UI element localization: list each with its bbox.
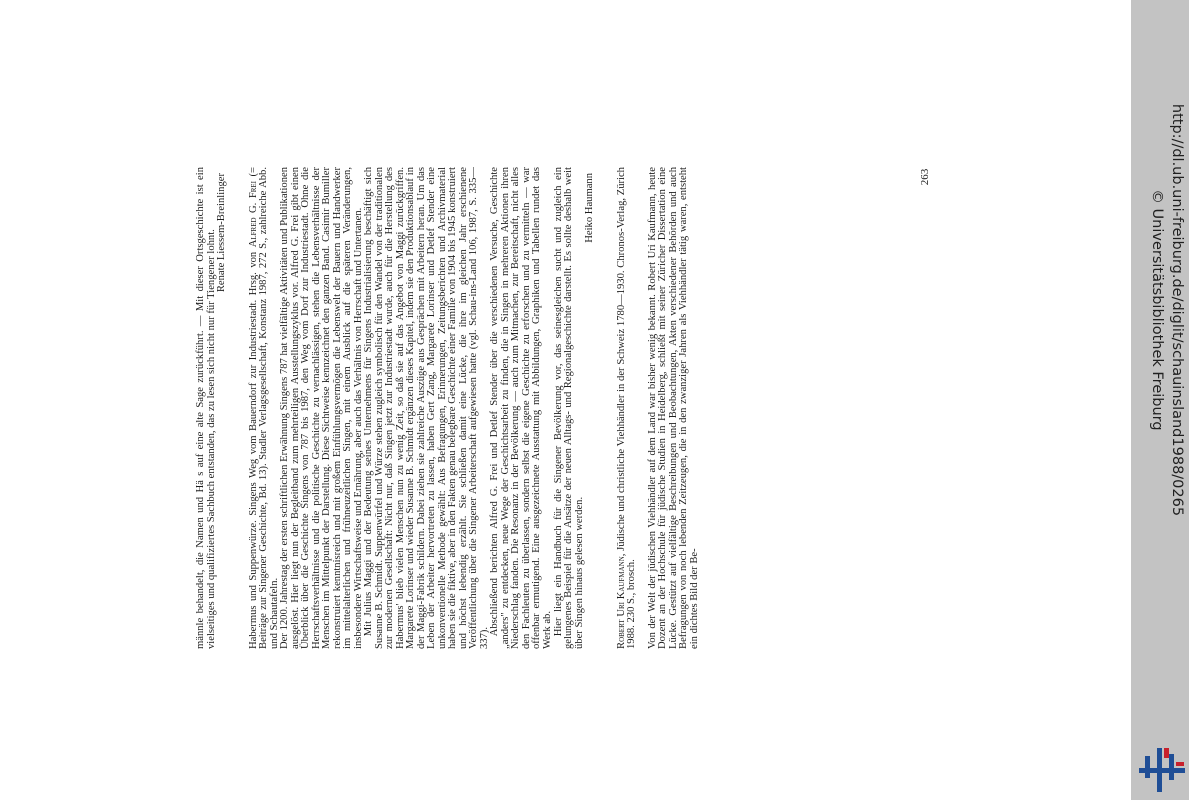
review-paragraph: Abschließend berichten Alfred G. Frei und Detlef Stender über die verschiedenen Versuche, Geschichte „anders" zu entdecken, neue Wege der Geschichtsarbeit zu finden, die in Singen in mehreren Aktionen ihren Niederschlag fanden. Die Resonanz in der Bevölkerung — auch zum Mitmachen, zur Bereitschaft, nicht alles den Fachleuten zu überlassen, sondern selbst die eigene Geschichte zu erforschen und zu vermitteln — war offenbar ermutigend. Eine ausgezeichnete Ausstattung mit Abbildungen, Graphiken und Tabellen rundet das Werk ab. (489, 167, 553, 649)
review-paragraph: Der 1200. Jahrestag der ersten schriftlichen Erwähnung Singens 787 hat vielfältige Aktivitäten und Publikationen ausgelöst. Hier liegt nun der Begleitband zum mehrteiligen Ausstellungszyklus vor. Alfred G. Frei gibt einen Überblick über die Geschichte Singens von 787 bis 1987, den Weg vom Dorf zur Industriestadt. Ohne die Herrschaftsverhältnisse und die politische Geschichte zu vernachlässigen, stehen die Lebensverhältnisse der Menschen im Mittelpunkt der Darstellung. Diese Sichtweise kennzeichnet den ganzen Band. Casimir Bumiller rekonstruiert kenntnisreich und mit großem Einfühlungsvermögen die Lebenswelt der Bauern und Handwerker im mittelalterlichen und frühneuzeitlichen Singen, mit einem Ausblick auf die späteren Veränderungen, insbesondere Wirtschaftsweise und Ernährung, aber auch das Verhältnis von Herrschaft und Untertanen. (279, 167, 364, 649)
review-paragraph: Von der Welt der jüdischen Viehhändler auf dem Land war bisher wenig bekannt. Robert Uri Kaufmann, heute Dozent an der Hochschule für jüdische Studien in Heidelberg, schließt mit seiner Züricher Dissertation eine Lücke. Gestützt auf vielfältige Beschreibungen und Beobachtungen, Akten verschiedener Behörden und auch Befragungen von noch lebenden Zeitzeugen, die in den zwanziger Jahren als Viehhändler tätig waren, entsteht ein dichtes Bild der Be- (646, 167, 700, 649)
review-paragraph: männle behandelt, die Namen und Hä s auf eine alte Sage zurückführt. — Mit dieser Ortsgeschichte ist ein vielseitiges und qualifiziertes Sachbuch entstanden, das zu lesen sich nicht nur für Tiengener lohnt. (195, 167, 217, 649)
sidebar-text (1135, 10, 1187, 610)
book-title: Habermus und Suppenwürze. Singens Weg vom Bauerndorf zur Industriestadt. Hrsg. von (247, 251, 259, 649)
page-number: 263 (919, 168, 931, 186)
book-editor: Alfred G. Frei (247, 181, 259, 248)
review-paragraph: Mit Julius Maggi und der Bedeutung seines Unternehmens für Singens Industrialisierung beschäftigt sich Susanne B. Schmidt. Suppenwürfel und Würze stehen zugleich symbolisch für den Wandel von der traditionalen zur modernen Gesellschaft: Nicht nur, daß Singen jetzt zur Industriestadt wurde, auch für die Herstellung des Habermus' blieb vielen Menschen nun zu wenig Zeit, so daß sie auf das Angebot von Maggi zurückgriffen. Margarete Lorinser und wieder Susanne B. Schmidt ergänzen dieses Kapitel, indem sie den Produktionsablauf in der Maggi-Fabrik schildern. Dabei ziehen sie zahlreiche Auszüge aus Gesprächen mit Arbeitern heran. Um das Leben der Arbeiter hervortreten zu lassen, haben Gert Zang, Margarete Lorinser und Detlef Stender eine unkonventionelle Methode gewählt: Aus Befragungen, Erinnerungen, Zeitungsberichten und Archivmaterial haben sie die fiktive, aber in den Fakten genau belegbare Geschichte einer Familie von 1904 bis 1945 konstruiert und höchst lebendig erzählt. Sie schließen damit eine Lücke, die ihre im gleichen Jahr erschienene Veröffentlichung über die Singener Arbeiterschaft aufgewiesen hatte (vgl. Schau-ins-Land 106, 1987, S. 335—337). (363, 167, 490, 649)
book-citation (249, 167, 281, 649)
book-author: Robert Uri Kaufmann (615, 556, 627, 649)
library-sidebar (1131, 0, 1189, 800)
ub-freiburg-logo-icon (1139, 748, 1185, 792)
copyright-notice: © Universitätsbibliothek Freiburg (1149, 189, 1165, 431)
book-citation (617, 167, 638, 649)
book-details: , Jüdische und christliche Viehhändler in der Schweiz 1780—1930. Chronos-Verlag, Zürich 1988. 230 S., brosch. (615, 167, 638, 649)
permalink-url[interactable]: http://dl.ub.uni-freiburg.de/diglit/schauinsland1988/0265 (1169, 103, 1185, 517)
rotated-text-block (196, 163, 966, 653)
book-details: (= Beiträge zur Singener Geschichte, Bd. 13). Stadler Verlagsgesellschaft, Konstanz 1987, 272 S., zahlreiche Abb. und Schautafeln. (247, 167, 280, 649)
review-signature: Renate Liessem-Breinlinger (216, 173, 228, 293)
review-paragraph: Hier liegt ein Handbuch für die Singener Bevölkerung vor, das seinesgleichen sucht und zugleich ein gelungenes Beispiel für die Ansätze der neuen Alltags- und Regionalgeschichte darstellt. Es sollte deshalb weit über Singen hinaus gelesen werden. (552, 167, 585, 649)
review-signature: Heiko Haumann (584, 173, 596, 243)
